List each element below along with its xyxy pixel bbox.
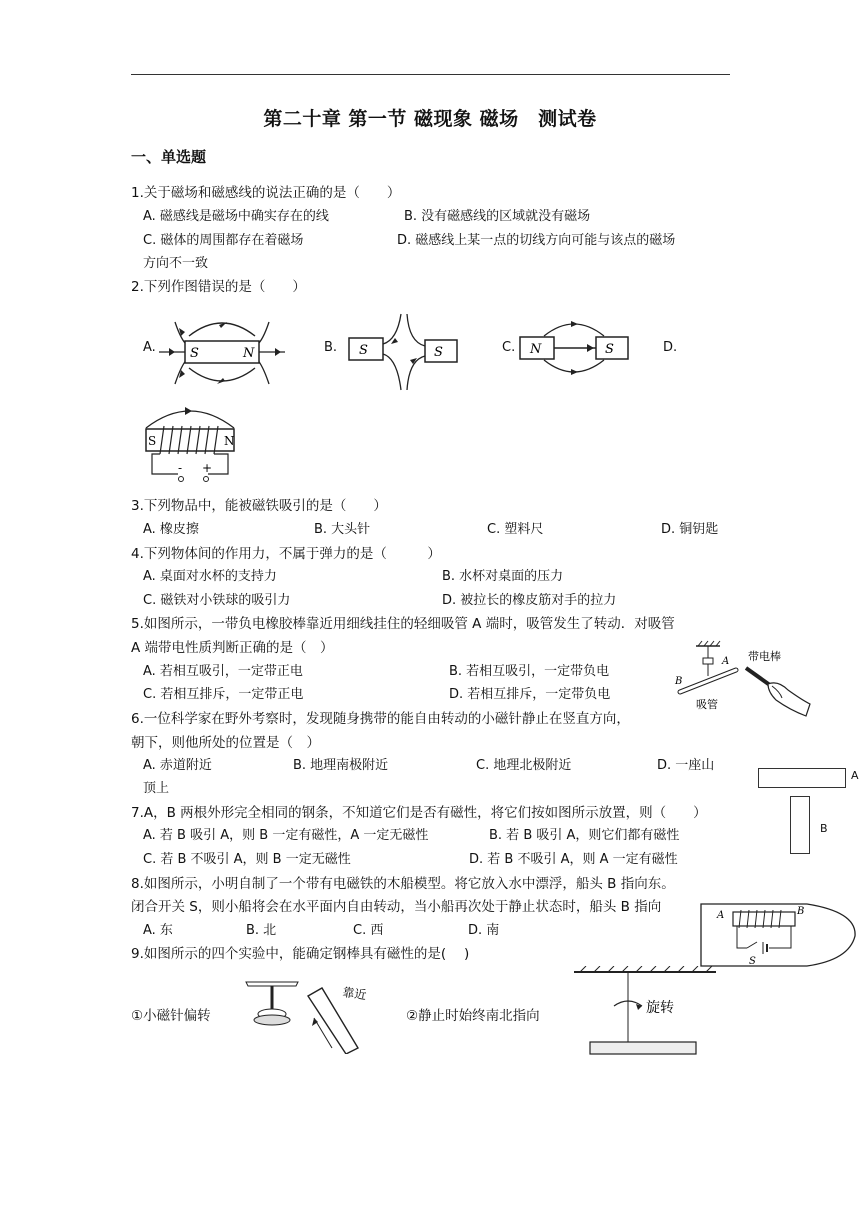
figure-8-boat-model (697, 898, 859, 970)
question-5-option-d[interactable]: D. 若相互排斥，一定带负电 (449, 687, 611, 702)
question-3-stem: 3.下列物品中，能被磁铁吸引的是（ ） (131, 498, 387, 514)
question-9-caption-2: ②静止时始终南北指向 (406, 1008, 540, 1024)
magnet-s-label: S (605, 342, 614, 357)
question-8-option-c[interactable]: C. 西 (353, 923, 384, 938)
figure-7-steel-bar-b (790, 796, 810, 854)
figure-5-rod-label: 带电棒 (748, 650, 781, 663)
question-5-option-b[interactable]: B. 若相互吸引，一定带负电 (449, 664, 610, 679)
question-2-stem: 2.下列作图错误的是（ ） (131, 279, 306, 295)
magnet-s-label: S (434, 345, 443, 360)
question-8-stem-line1: 8.如图所示，小明自制了一个带有电磁铁的木船模型。将它放入水中漂浮，船头 B 指向东。 (131, 876, 675, 892)
figure-2d-solenoid (140, 400, 242, 488)
question-8-option-a[interactable]: A. 东 (143, 923, 173, 938)
figure-5-end-a-label: A (722, 656, 730, 667)
question-8-option-d[interactable]: D. 南 (468, 923, 500, 938)
figure-7-label-a: A (851, 769, 859, 782)
question-6-stem-line2: 朝下，则他所处的位置是（ ） (131, 735, 320, 751)
figure-5-straw-label: 吸管 (696, 698, 718, 711)
question-3-option-d[interactable]: D. 铜钥匙 (661, 522, 719, 537)
question-6-option-d[interactable]: D. 一座山 (657, 758, 715, 773)
question-7-option-b[interactable]: B. 若 B 吸引 A，则它们都有磁性 (489, 828, 680, 843)
figure-9-near-label: 靠近 (341, 985, 368, 1003)
question-7-option-d[interactable]: D. 若 B 不吸引 A，则 A 一定有磁性 (469, 852, 678, 867)
figure-2c-n-to-s-field (518, 316, 630, 380)
question-1-option-c[interactable]: C. 磁体的周围都存在着磁场 (143, 233, 304, 248)
question-9-stem: 9.如图所示的四个实验中，能确定钢棒具有磁性的是( ) (131, 946, 470, 962)
figure-7-label-b: B (820, 822, 828, 835)
question-3-option-a[interactable]: A. 橡皮擦 (143, 522, 199, 537)
question-2-option-b[interactable]: B. (324, 340, 338, 355)
question-1-option-b[interactable]: B. 没有磁感线的区域就没有磁场 (404, 209, 591, 224)
question-9-caption-1: ①小磁针偏转 (131, 1008, 211, 1024)
header-rule (131, 74, 730, 75)
magnet-s-label: S (359, 343, 368, 358)
question-4-option-d[interactable]: D. 被拉长的橡皮筋对手的拉力 (442, 593, 617, 608)
figure-7-steel-bar-a (758, 768, 846, 788)
question-7-option-a[interactable]: A. 若 B 吸引 A，则 B 一定有磁性，A 一定无磁性 (143, 828, 429, 843)
question-5-stem-line2: A 端带电性质判断正确的是（ ） (131, 640, 334, 656)
minus-terminal: - (178, 461, 183, 475)
question-4-option-b[interactable]: B. 水杯对桌面的压力 (442, 569, 564, 584)
magnet-s-label: S (190, 346, 199, 361)
figure-2b-two-s-poles (345, 312, 461, 394)
question-5-stem-line1: 5.如图所示，一带负电橡胶棒靠近用细线挂住的轻细吸管 A 端时，吸管发生了转动．对吸管 (131, 616, 675, 632)
figure-9-suspended-rod (570, 966, 720, 1060)
question-6-option-b[interactable]: B. 地理南极附近 (293, 758, 389, 773)
figure-8-switch-label: S (749, 956, 756, 967)
question-1-option-d-cont: 方向不一致 (143, 256, 209, 271)
question-1-option-d[interactable]: D. 磁感线上某一点的切线方向可能与该点的磁场 (397, 233, 676, 248)
section-heading: 一、单选题 (131, 148, 207, 166)
question-3-option-b[interactable]: B. 大头针 (314, 522, 371, 537)
question-3-option-c[interactable]: C. 塑料尺 (487, 522, 544, 537)
question-2-option-d[interactable]: D. (663, 340, 678, 355)
magnet-n-label: N (243, 346, 255, 361)
figure-8-end-a-label: A (717, 910, 725, 921)
figure-2a-bar-magnet-field (157, 312, 287, 394)
magnet-s-label: S (148, 434, 157, 448)
question-8-option-b[interactable]: B. 北 (246, 923, 277, 938)
question-6-option-d-cont: 顶上 (143, 781, 170, 796)
question-5-option-c[interactable]: C. 若相互排斥，一定带正电 (143, 687, 304, 702)
figure-5-straw-and-rod (672, 640, 814, 720)
figure-9-rotate-label: 旋转 (646, 1000, 674, 1016)
question-4-option-a[interactable]: A. 桌面对水杯的支持力 (143, 569, 277, 584)
question-7-option-c[interactable]: C. 若 B 不吸引 A，则 B 一定无磁性 (143, 852, 351, 867)
question-6-option-c[interactable]: C. 地理北极附近 (476, 758, 572, 773)
page-title: 第二十章 第一节 磁现象 磁场 测试卷 (263, 108, 597, 130)
magnet-n-label: N (224, 434, 235, 448)
plus-terminal: + (202, 461, 213, 475)
question-7-stem: 7.A，B 两根外形完全相同的钢条，不知道它们是否有磁性，将它们按如图所示放置，则（ ） (131, 805, 707, 821)
figure-8-end-b-label: B (797, 906, 805, 917)
figure-5-end-b-label: B (675, 676, 683, 687)
question-2-option-a[interactable]: A. (143, 340, 156, 355)
question-1-stem: 1.关于磁场和磁感线的说法正确的是（ ） (131, 185, 401, 201)
question-2-option-c[interactable]: C. (502, 340, 516, 355)
question-6-stem-line1: 6.一位科学家在野外考察时，发现随身携带的能自由转动的小磁针静止在竖直方向， (131, 711, 630, 727)
question-4-option-c[interactable]: C. 磁铁对小铁球的吸引力 (143, 593, 291, 608)
question-4-stem: 4.下列物体间的作用力，不属于弹力的是（ ） (131, 546, 441, 562)
magnet-n-label: N (530, 342, 542, 357)
question-8-stem-line2: 闭合开关 S，则小船将会在水平面内自由转动，当小船再次处于静止状态时，船头 B 指向 (131, 899, 662, 915)
question-5-option-a[interactable]: A. 若相互吸引，一定带正电 (143, 664, 303, 679)
question-1-option-a[interactable]: A. 磁感线是磁场中确实存在的线 (143, 209, 329, 224)
figure-9-compass-deflection (238, 974, 372, 1054)
question-6-option-a[interactable]: A. 赤道附近 (143, 758, 212, 773)
